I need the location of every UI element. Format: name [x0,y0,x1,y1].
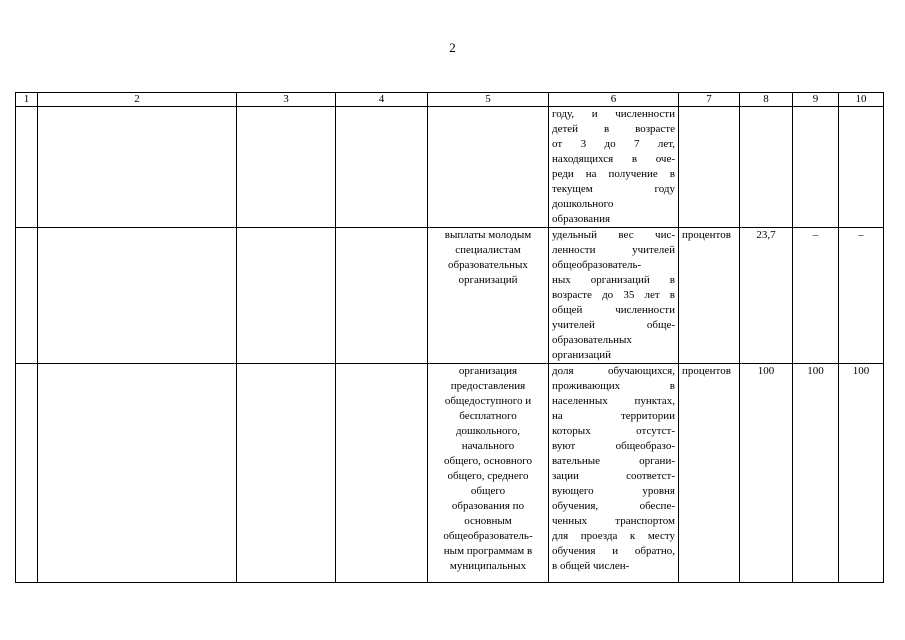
cell-unit: процентов [679,364,740,583]
cell-text-line: ным программам в [443,545,533,557]
column-header-6: 6 [549,93,679,107]
cell-text-line: году, и численности [552,108,675,120]
cell-text-line: организация [458,365,518,377]
cell-text-line: обучения, обеспе- [552,500,675,512]
cell-value-10: – [839,228,884,364]
cell-text-line: организаций [552,349,612,361]
cell-text-line: ных организаций в [552,274,675,286]
table-row [16,228,884,364]
cell-text-line: общеобразователь- [443,530,533,542]
cell-value-9 [793,107,839,228]
cell-text-line: основным [464,515,512,527]
cell-col1 [16,364,38,583]
cell-text-line: ленности учителей [552,244,675,256]
cell-text-line: проживающих в [552,380,675,392]
cell-col3 [237,228,336,364]
cell-text-line: ченных транспортом [552,515,675,527]
cell-value-8: 23,7 [740,228,793,364]
cell-indicator [549,107,679,228]
cell-text-line: дошкольного [552,198,614,210]
column-number-row [16,93,884,107]
cell-text-line: бесплатного [459,410,517,422]
cell-measure [428,228,549,364]
cell-text-line: доля обучающихся, [552,365,675,377]
cell-text-line: общего, основного [443,455,533,467]
cell-text-line: вательные органи- [552,455,675,467]
cell-text-line: начального [461,440,515,452]
table-row [16,107,884,228]
cell-text-line: зации соответст- [552,470,675,482]
cell-text-line: в общей числен- [552,560,630,572]
column-header-2: 2 [38,93,237,107]
cell-measure [428,364,549,583]
cell-text-line: вующего уровня [552,485,675,497]
cell-text-line: дошкольного, [455,425,521,437]
table-row [16,364,884,583]
cell-indicator [549,228,679,364]
cell-col2 [38,228,237,364]
cell-unit: процентов [679,228,740,364]
cell-text-line: удельный вес чис- [552,229,675,241]
cell-text-line: учителей обще- [552,319,675,331]
cell-indicator [549,364,679,583]
cell-text-line: населенных пунктах, [552,395,675,407]
cell-text-line: находящихся в оче- [552,153,675,165]
cell-text-line: от 3 до 7 лет, [552,138,675,150]
cell-col3 [237,364,336,583]
column-header-4: 4 [336,93,428,107]
cell-text-line: детей в возрасте [552,123,675,135]
cell-text-line: общедоступного и [444,395,532,407]
cell-col2 [38,107,237,228]
cell-value-10: 100 [839,364,884,583]
column-header-7: 7 [679,93,740,107]
cell-unit [679,107,740,228]
cell-value-8: 100 [740,364,793,583]
cell-col1 [16,107,38,228]
cell-text-line: общей численности [552,304,675,316]
cell-text-line: выплаты молодым [444,229,532,241]
cell-text-line: общеобразователь- [552,259,642,271]
column-header-8: 8 [740,93,793,107]
cell-value-9: – [793,228,839,364]
cell-text-line: реди на получение в [552,168,675,180]
cell-text-line: которых отсутст- [552,425,675,437]
cell-text-line: образовательных [448,259,528,271]
cell-text-line: общего, среднего [447,470,529,482]
column-header-5: 5 [428,93,549,107]
cell-text-line: вуют общеобразо- [552,440,675,452]
cell-text-line: муниципальных [449,560,527,572]
column-header-10: 10 [839,93,884,107]
column-header-3: 3 [237,93,336,107]
cell-text-line: специалистам [455,244,521,256]
page-number: 2 [449,40,456,55]
column-header-1: 1 [16,93,38,107]
cell-text-line: образования [552,213,611,225]
indicator-table [15,92,884,583]
cell-text-line: текущем году [552,183,675,195]
cell-text-line: образования по [451,500,525,512]
cell-text-line: образовательных [552,334,632,346]
cell-col2 [38,364,237,583]
cell-col4 [336,228,428,364]
cell-text-line: предоставления [450,380,526,392]
cell-col4 [336,364,428,583]
cell-col3 [237,107,336,228]
cell-text-line: для проезда к месту [552,530,675,542]
cell-text-line: обучения и обратно, [552,545,675,557]
cell-value-8 [740,107,793,228]
cell-text-line: возрасте до 35 лет в [552,289,675,301]
column-header-9: 9 [793,93,839,107]
cell-text-line: на территории [552,410,675,422]
cell-measure [428,107,549,228]
cell-col1 [16,228,38,364]
cell-col4 [336,107,428,228]
cell-text-line: организаций [458,274,518,286]
cell-text-line: общего [470,485,506,497]
cell-value-10 [839,107,884,228]
cell-value-9: 100 [793,364,839,583]
